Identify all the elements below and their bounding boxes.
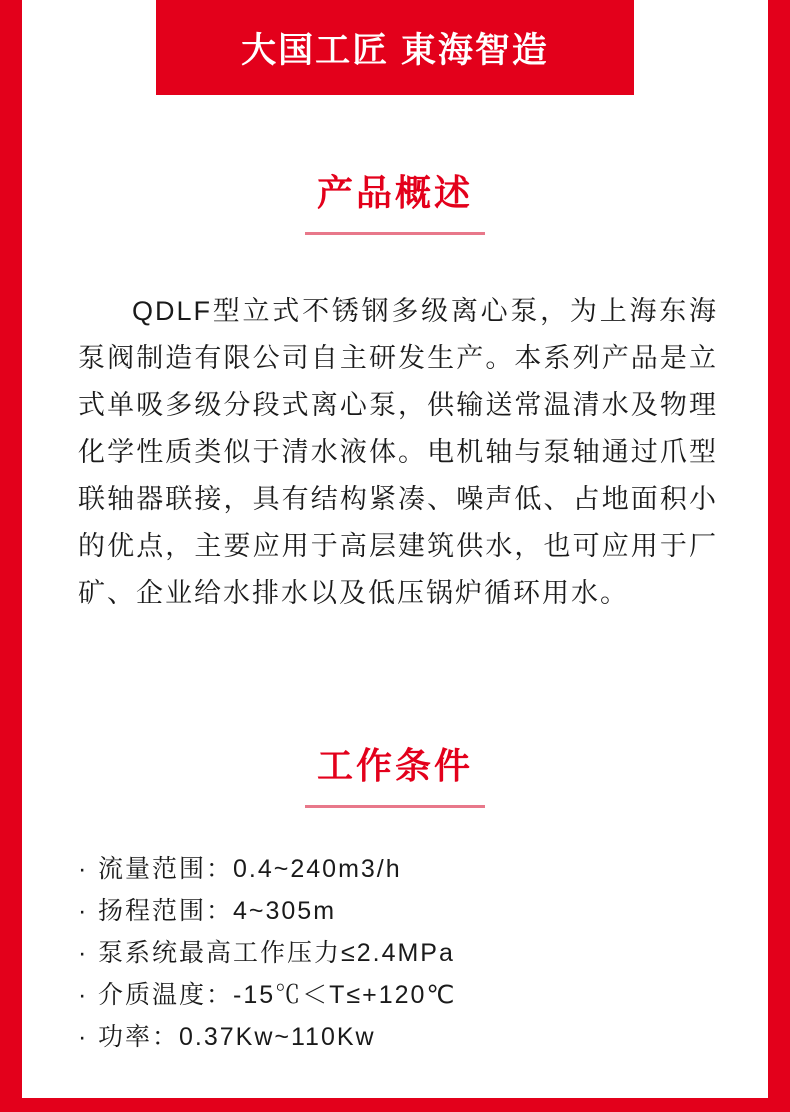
conditions-title-underline	[305, 805, 485, 808]
list-item	[78, 848, 738, 890]
section-title-conditions: 工作条件	[316, 745, 473, 786]
spec-flow-range: 流量范围：0.4~240m3/h	[98, 855, 402, 883]
list-item	[78, 890, 738, 932]
overview-heading-block	[0, 165, 790, 235]
bullet-icon: ·	[78, 981, 89, 1009]
list-item	[78, 974, 738, 1016]
section-title-overview: 产品概述	[316, 172, 473, 213]
spec-head-range: 扬程范围：4~305m	[98, 897, 337, 925]
overview-title-underline	[305, 232, 485, 235]
bullet-icon: ·	[78, 939, 89, 967]
top-banner	[156, 0, 634, 95]
conditions-heading-block	[0, 738, 790, 808]
working-conditions-list	[78, 848, 738, 1058]
bullet-icon: ·	[78, 897, 89, 925]
spec-max-pressure: 泵系统最高工作压力≤2.4MPa	[98, 939, 455, 967]
list-item	[78, 1016, 738, 1058]
spec-medium-temperature: 介质温度：-15℃＜T≤+120℃	[98, 981, 457, 1009]
list-item	[78, 932, 738, 974]
bullet-icon: ·	[78, 855, 89, 883]
bullet-icon: ·	[78, 1023, 89, 1051]
spec-power: 功率：0.37Kw~110Kw	[98, 1023, 376, 1051]
overview-paragraph: QDLF型立式不锈钢多级离心泵，为上海东海泵阀制造有限公司自主研发生产。本系列产品是立式单吸多级分段式离心泵，供输送常温清水及物理化学性质类似于清水液体。电机轴与泵轴通过爪型联轴器联接，具有结构紧凑、噪声低、占地面积小的优点，主要应用于高层建筑供水，也可应用于厂矿、企业给水排水以及低压锅炉循环用水。	[78, 296, 718, 608]
banner-title: 大国工匠 東海智造	[241, 30, 549, 70]
bottom-red-bar	[0, 1098, 790, 1112]
